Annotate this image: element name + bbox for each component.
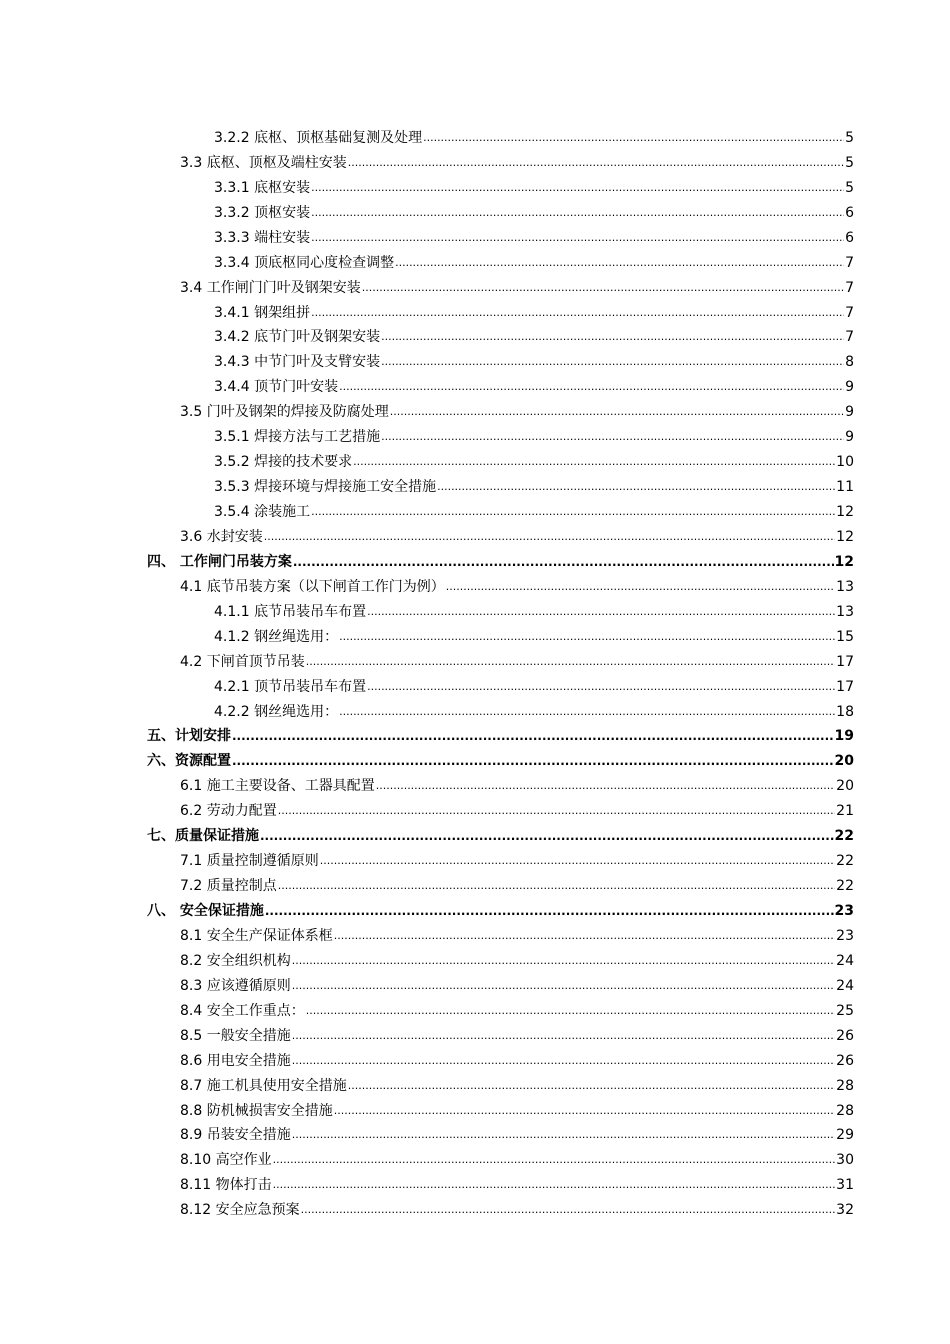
toc-page-number[interactable]: 12 <box>834 553 854 570</box>
toc-entry-title[interactable]: 3.4.4 顶节门叶安装 <box>214 379 339 396</box>
toc-entry-title[interactable]: 8.5 一般安全措施 <box>180 1027 291 1044</box>
toc-entry[interactable] <box>0 1023 950 1048</box>
toc-entry-title[interactable]: 3.6 水封安装 <box>180 528 263 545</box>
toc-page-number[interactable]: 5 <box>845 154 854 171</box>
toc-entry-title[interactable]: 3.5.4 涂装施工 <box>214 504 311 520</box>
toc-page-number[interactable]: 32 <box>836 1202 854 1219</box>
toc-entry[interactable] <box>0 549 950 574</box>
toc-entry-title[interactable]: 3.4.1 钢架组拼 <box>214 304 311 321</box>
toc-entry[interactable] <box>0 399 950 424</box>
toc-entry[interactable] <box>0 998 950 1023</box>
toc-dot-leader <box>260 827 834 845</box>
toc-entry-title[interactable]: 8.6 用电安全措施 <box>180 1052 291 1069</box>
toc-entry-title[interactable]: 3.5 门叶及钢架的焊接及防腐处理 <box>180 404 389 421</box>
toc-dot-leader <box>339 378 844 396</box>
toc-dot-leader <box>278 802 835 820</box>
toc-page-number[interactable]: 7 <box>845 329 854 346</box>
toc-page-number[interactable]: 31 <box>836 1177 854 1194</box>
toc-entry-title[interactable]: 3.3.3 端柱安装 <box>214 229 311 246</box>
toc-dot-leader <box>311 229 844 247</box>
toc-dot-leader <box>292 1052 835 1070</box>
toc-page-number[interactable]: 6 <box>845 204 854 221</box>
toc-dot-leader <box>232 752 834 770</box>
toc-page-number[interactable]: 23 <box>834 903 854 919</box>
toc-entry-title[interactable]: 3.3.1 底枢安装 <box>214 179 311 196</box>
toc-entry[interactable] <box>0 250 950 275</box>
toc-dot-leader <box>311 204 844 222</box>
toc-entry-title[interactable]: 3.4.3 中节门叶及支臂安装 <box>214 354 381 371</box>
toc-page-number[interactable]: 22 <box>834 828 854 845</box>
toc-page-number[interactable]: 15 <box>836 628 854 645</box>
toc-dot-leader <box>311 503 835 521</box>
toc-entry-title[interactable]: 8.8 防机械损害安全措施 <box>180 1102 333 1119</box>
toc-entry-title[interactable]: 五、计划安排 <box>147 728 231 745</box>
toc-dot-leader <box>334 1102 835 1120</box>
toc-entry-title[interactable]: 8.2 安全组织机构 <box>180 952 291 969</box>
toc-dot-leader <box>339 703 835 721</box>
toc-entry-title[interactable]: 六、资源配置 <box>147 753 231 770</box>
toc-page-number[interactable]: 9 <box>845 379 854 396</box>
toc-dot-leader <box>306 653 835 671</box>
toc-page-number[interactable]: 26 <box>836 1052 854 1069</box>
toc-entry-title[interactable]: 3.4.2 底节门叶及钢架安装 <box>214 329 381 346</box>
toc-page-number[interactable]: 20 <box>834 753 854 770</box>
toc-entry-title[interactable]: 七、质量保证措施 <box>147 828 259 845</box>
toc-page-number[interactable]: 28 <box>836 1077 854 1094</box>
toc-dot-leader <box>334 927 835 945</box>
toc-entry[interactable] <box>0 574 950 599</box>
toc-entry-title[interactable]: 8.9 吊装安全措施 <box>180 1127 291 1144</box>
toc-entry-title[interactable]: 4.1.2 钢丝绳选用： <box>214 628 339 645</box>
toc-entry[interactable] <box>0 798 950 823</box>
toc-entry[interactable] <box>0 1098 950 1123</box>
toc-page-number[interactable]: 21 <box>836 803 854 820</box>
toc-entry[interactable] <box>0 649 950 674</box>
toc-entry[interactable] <box>0 948 950 973</box>
toc-entry[interactable] <box>0 699 950 724</box>
toc-entry[interactable] <box>0 674 950 699</box>
toc-entry-title[interactable]: 8.3 应该遵循原则 <box>180 977 291 994</box>
table-of-contents <box>0 125 950 1222</box>
toc-entry-title[interactable]: 8.12 安全应急预案 <box>180 1202 300 1219</box>
toc-dot-leader <box>264 528 835 546</box>
toc-entry[interactable] <box>0 873 950 898</box>
toc-dot-leader <box>339 628 835 646</box>
toc-entry[interactable] <box>0 1147 950 1172</box>
toc-entry[interactable] <box>0 973 950 998</box>
toc-page-number[interactable]: 20 <box>836 778 854 795</box>
toc-dot-leader <box>292 1027 835 1045</box>
toc-dot-leader <box>348 1077 835 1095</box>
toc-dot-leader <box>292 1126 835 1144</box>
toc-entry-title[interactable]: 3.5.2 焊接的技术要求 <box>214 454 353 471</box>
toc-dot-leader <box>423 129 844 147</box>
toc-entry[interactable] <box>0 1123 950 1148</box>
toc-entry[interactable] <box>0 499 950 524</box>
toc-page-number[interactable]: 17 <box>836 653 854 670</box>
toc-entry[interactable] <box>0 474 950 499</box>
toc-entry[interactable] <box>0 424 950 449</box>
toc-entry[interactable] <box>0 275 950 300</box>
toc-page-number[interactable]: 29 <box>836 1127 854 1144</box>
toc-page-number[interactable]: 8 <box>845 354 854 371</box>
toc-entry[interactable] <box>0 724 950 749</box>
toc-entry-title[interactable]: 3.4 工作闸门门叶及钢架安装 <box>180 279 361 296</box>
toc-page-number[interactable]: 7 <box>845 254 854 271</box>
toc-dot-leader <box>311 304 844 322</box>
toc-page-number[interactable]: 5 <box>845 179 854 196</box>
toc-entry-title[interactable]: 4.2 下闸首顶节吊装 <box>180 653 305 670</box>
toc-page-number[interactable]: 22 <box>836 878 854 895</box>
toc-entry[interactable] <box>0 200 950 225</box>
toc-entry[interactable] <box>0 524 950 549</box>
toc-entry-title[interactable]: 3.3.2 顶枢安装 <box>214 204 311 221</box>
toc-dot-leader <box>395 254 844 272</box>
toc-entry-title[interactable]: 4.1 底节吊装方案（以下闸首工作门为例） <box>180 578 445 595</box>
toc-page-number[interactable]: 10 <box>836 454 854 471</box>
toc-page-number[interactable]: 23 <box>836 927 854 944</box>
toc-dot-leader <box>367 678 835 696</box>
toc-dot-leader <box>278 877 835 895</box>
toc-entry-title[interactable]: 3.2.2 底枢、顶枢基础复测及处理 <box>214 129 423 146</box>
toc-page-number[interactable]: 22 <box>836 853 854 870</box>
toc-page-number[interactable]: 19 <box>834 728 854 745</box>
toc-entry[interactable] <box>0 225 950 250</box>
toc-page-number[interactable]: 13 <box>836 603 854 620</box>
toc-entry-title[interactable]: 四、 工作闸门吊装方案 <box>147 553 292 570</box>
toc-entry-title[interactable]: 7.1 质量控制遵循原则 <box>180 853 319 870</box>
toc-page-number[interactable]: 5 <box>845 129 854 146</box>
toc-dot-leader <box>376 777 835 795</box>
toc-entry-title[interactable]: 8.7 施工机具使用安全措施 <box>180 1077 347 1094</box>
toc-entry-title[interactable]: 3.3 底枢、顶枢及端柱安装 <box>180 154 347 171</box>
toc-page-number[interactable]: 7 <box>845 279 854 296</box>
toc-page-number[interactable]: 18 <box>836 703 854 720</box>
toc-entry[interactable] <box>0 1048 950 1073</box>
toc-entry[interactable] <box>0 175 950 200</box>
toc-entry-title[interactable]: 8.1 安全生产保证体系框 <box>180 927 333 944</box>
toc-dot-leader <box>381 328 844 346</box>
toc-entry[interactable] <box>0 349 950 374</box>
toc-page-number[interactable]: 9 <box>845 404 854 421</box>
toc-entry[interactable] <box>0 848 950 873</box>
toc-entry-title[interactable]: 8.11 物体打击 <box>180 1177 272 1194</box>
toc-page-number[interactable]: 12 <box>836 504 854 520</box>
toc-entry-title[interactable]: 4.2.1 顶节吊装吊车布置 <box>214 678 367 695</box>
toc-entry-title[interactable]: 8.4 安全工作重点： <box>180 1002 305 1019</box>
toc-page-number[interactable]: 28 <box>836 1102 854 1119</box>
toc-dot-leader <box>437 478 835 496</box>
toc-page-number[interactable]: 26 <box>836 1027 854 1044</box>
toc-entry-title[interactable]: 4.1.1 底节吊装吊车布置 <box>214 603 367 620</box>
toc-page-number[interactable]: 12 <box>836 528 854 545</box>
toc-dot-leader <box>381 428 844 446</box>
toc-entry[interactable] <box>0 923 950 948</box>
toc-entry-title[interactable]: 8.10 高空作业 <box>180 1152 272 1169</box>
toc-entry[interactable] <box>0 1197 950 1222</box>
toc-page-number[interactable]: 24 <box>836 952 854 969</box>
toc-dot-leader <box>362 279 844 297</box>
toc-entry-title[interactable]: 6.2 劳动力配置 <box>180 803 277 820</box>
toc-dot-leader <box>348 154 844 172</box>
toc-dot-leader <box>381 353 844 371</box>
toc-dot-leader <box>311 179 844 197</box>
toc-entry[interactable] <box>0 325 950 350</box>
toc-page-number[interactable]: 9 <box>845 429 854 446</box>
toc-page-number[interactable]: 25 <box>836 1002 854 1019</box>
toc-dot-leader <box>353 453 835 471</box>
toc-entry[interactable] <box>0 624 950 649</box>
toc-page-number[interactable]: 13 <box>836 578 854 595</box>
toc-page-number[interactable]: 7 <box>845 304 854 321</box>
toc-dot-leader <box>446 578 835 596</box>
toc-page-number[interactable]: 17 <box>836 678 854 695</box>
toc-entry-title[interactable]: 3.5.3 焊接环境与焊接施工安全措施 <box>214 479 437 496</box>
toc-dot-leader <box>390 403 844 421</box>
toc-entry[interactable] <box>0 374 950 399</box>
toc-entry-title[interactable]: 4.2.2 钢丝绳选用： <box>214 703 339 720</box>
toc-dot-leader <box>265 902 834 920</box>
toc-entry[interactable] <box>0 823 950 848</box>
toc-dot-leader <box>301 1201 836 1219</box>
toc-dot-leader <box>293 553 834 571</box>
toc-dot-leader <box>292 952 835 970</box>
toc-entry[interactable] <box>0 599 950 624</box>
toc-dot-leader <box>273 1151 836 1169</box>
toc-page-number[interactable]: 6 <box>845 229 854 246</box>
toc-dot-leader <box>306 1002 835 1020</box>
toc-entry[interactable] <box>0 1073 950 1098</box>
toc-dot-leader <box>232 727 834 745</box>
toc-entry-title[interactable]: 3.5.1 焊接方法与工艺措施 <box>214 429 381 446</box>
toc-entry-title[interactable]: 7.2 质量控制点 <box>180 878 277 895</box>
toc-entry-title[interactable]: 3.3.4 顶底枢同心度检查调整 <box>214 254 395 271</box>
toc-entry[interactable] <box>0 125 950 150</box>
toc-entry[interactable] <box>0 449 950 474</box>
toc-dot-leader <box>367 603 835 621</box>
toc-entry-title[interactable]: 八、 安全保证措施 <box>147 903 264 919</box>
toc-entry[interactable] <box>0 748 950 773</box>
toc-entry[interactable] <box>0 773 950 798</box>
toc-entry[interactable] <box>0 300 950 325</box>
toc-dot-leader <box>320 852 835 870</box>
toc-entry[interactable] <box>0 1172 950 1197</box>
toc-entry[interactable] <box>0 150 950 175</box>
toc-dot-leader <box>292 977 835 995</box>
toc-page-number[interactable]: 11 <box>836 479 854 496</box>
toc-page-number[interactable]: 30 <box>836 1152 854 1169</box>
toc-entry-title[interactable]: 6.1 施工主要设备、工器具配置 <box>180 778 375 795</box>
toc-page-number[interactable]: 24 <box>836 977 854 994</box>
toc-entry[interactable] <box>0 898 950 923</box>
toc-dot-leader <box>273 1176 836 1194</box>
